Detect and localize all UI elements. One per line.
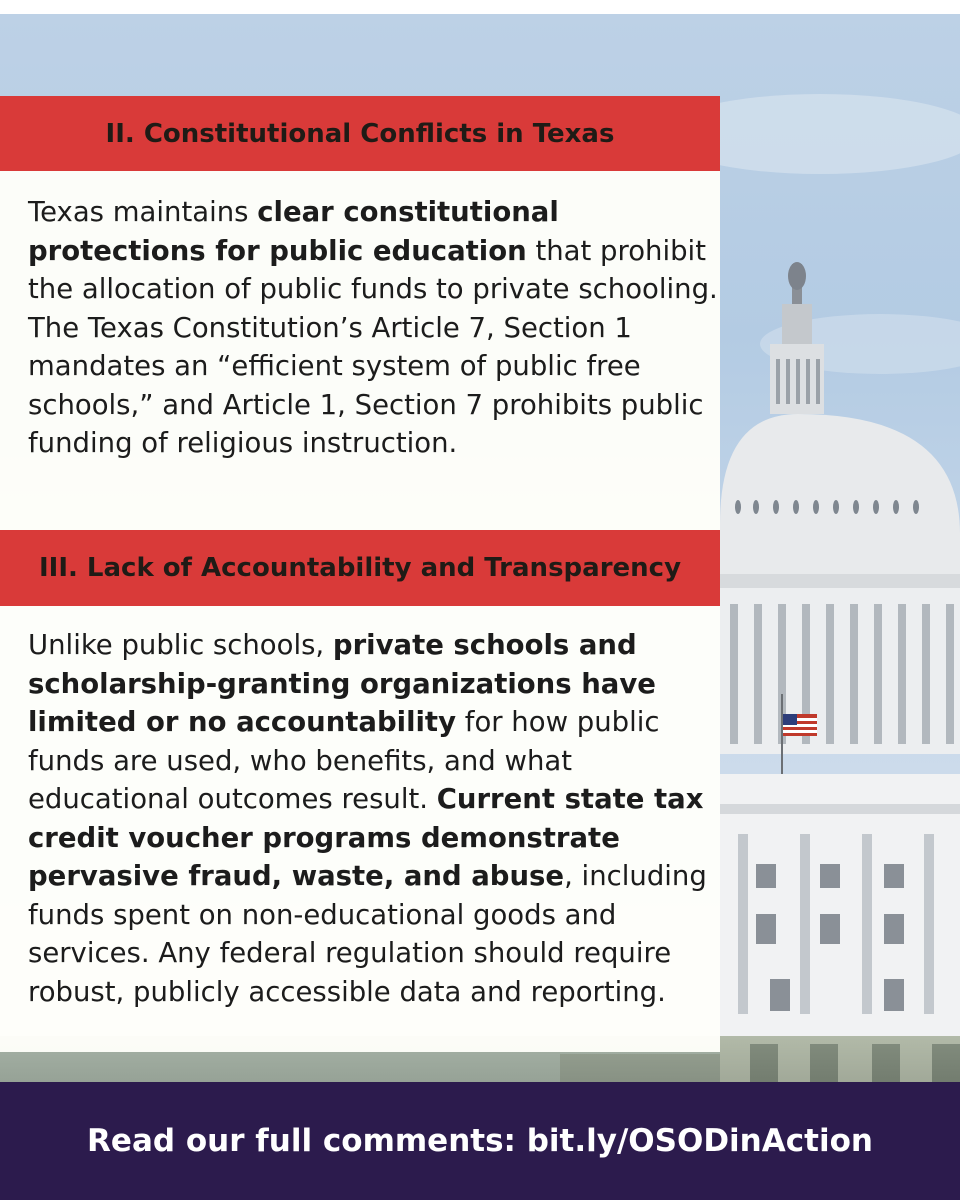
text-run: , including funds spent on non-educational goods and services. Any federal regulation should require robust, publicly accessible data and reporting. <box>28 860 707 1008</box>
footer-link-text[interactable]: Read our full comments: bit.ly/OSODinAction <box>87 1123 873 1159</box>
section-title: III. Lack of Accountability and Transparency <box>38 553 682 583</box>
bold-text-run: private schools and scholarship-granting organizations have limited or no accountability <box>28 629 656 738</box>
section-accountability <box>0 530 720 1052</box>
section-header <box>0 96 720 171</box>
text-run: Unlike public schools, <box>28 629 333 661</box>
section-body <box>0 171 720 530</box>
bold-text-run: clear constitutional protections for public education <box>28 196 559 267</box>
text-run: Texas maintains <box>28 196 258 228</box>
text-run: that prohibit the allocation of public funds to private schooling. The Texas Constitution’s Article 7, Section 1 mandates an “efficient system of public free schools,” and Article 1, Section 7 prohibits public funding of religious instruction. <box>28 234 718 459</box>
section-title: II. Constitutional Conflicts in Texas <box>105 118 615 149</box>
section-constitutional-conflicts <box>0 96 720 530</box>
section-paragraph <box>28 626 720 1011</box>
section-body <box>0 606 720 1052</box>
section-paragraph <box>28 193 720 463</box>
american-flag-icon <box>783 714 817 736</box>
footer-banner <box>0 1082 960 1200</box>
bold-text-run: Current state tax credit voucher programs demonstrate pervasive fraud, waste, and abuse <box>28 783 704 892</box>
text-run: for how public funds are used, who benefits, and what educational outcomes result. <box>28 706 660 815</box>
section-header <box>0 530 720 606</box>
